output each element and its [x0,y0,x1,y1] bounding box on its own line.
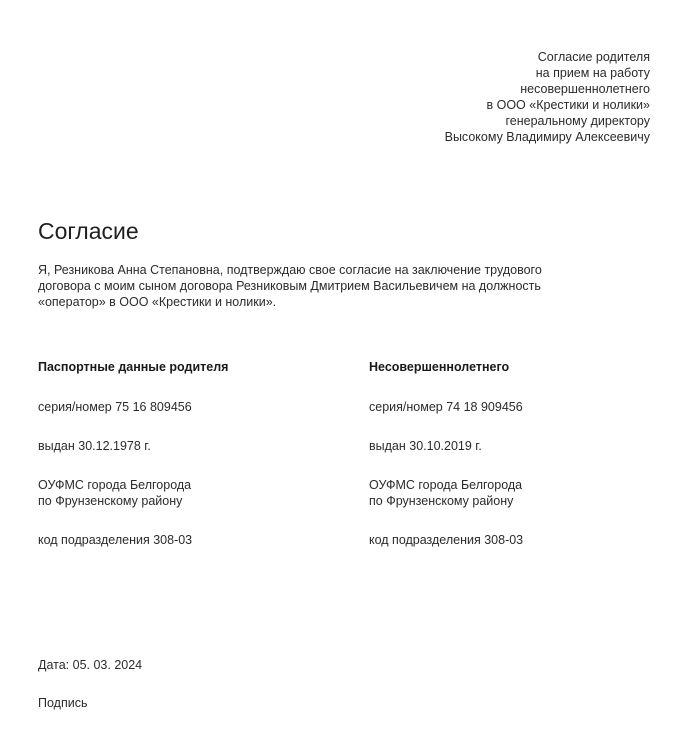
addressee-block [230,49,650,145]
paragraph-line: «оператор» в ООО «Крестики и нолики». [38,295,277,309]
parent-passport-code: код подразделения 308-03 [38,533,193,547]
minor-passport-code: код подразделения 308-03 [369,533,524,547]
paragraph-line: договора с моим сыном договора Резниковым Дмитрием Васильевичем на должность [38,279,541,293]
authority-line: по Фрунзенскому району [38,494,183,508]
document-date: Дата: 05. 03. 2024 [38,658,143,672]
addressee-line: несовершеннолетнего [520,82,650,96]
parent-passport-column [38,359,338,548]
paragraph-line: Я, Резникова Анна Степановна, подтверждаю свое согласие на заключение трудового [38,263,542,277]
authority-line: по Фрунзенскому району [369,494,514,508]
minor-passport-series: серия/номер 74 18 909456 [369,400,523,414]
minor-passport-column [369,359,669,548]
addressee-line: Согласие родителя [537,50,650,64]
parent-passport-authority [38,477,338,509]
document-title: Согласие [38,218,139,244]
signature-label: Подпись [38,696,88,710]
minor-passport-heading: Несовершеннолетнего [369,360,510,374]
authority-line: ОУФМС города Белгорода [38,478,192,492]
authority-line: ОУФМС города Белгорода [369,478,523,492]
parent-passport-heading: Паспортные данные родителя [38,360,229,374]
minor-passport-issued: выдан 30.10.2019 г. [369,439,482,453]
addressee-line: на прием на работу [535,66,650,80]
parent-passport-issued: выдан 30.12.1978 г. [38,439,151,453]
consent-paragraph [38,262,658,310]
parent-passport-series: серия/номер 75 16 809456 [38,400,192,414]
addressee-line: генеральному директору [505,114,650,128]
minor-passport-authority [369,477,669,509]
addressee-line: Высокому Владимиру Алексеевичу [444,130,650,144]
addressee-line: в ООО «Крестики и нолики» [486,98,650,112]
